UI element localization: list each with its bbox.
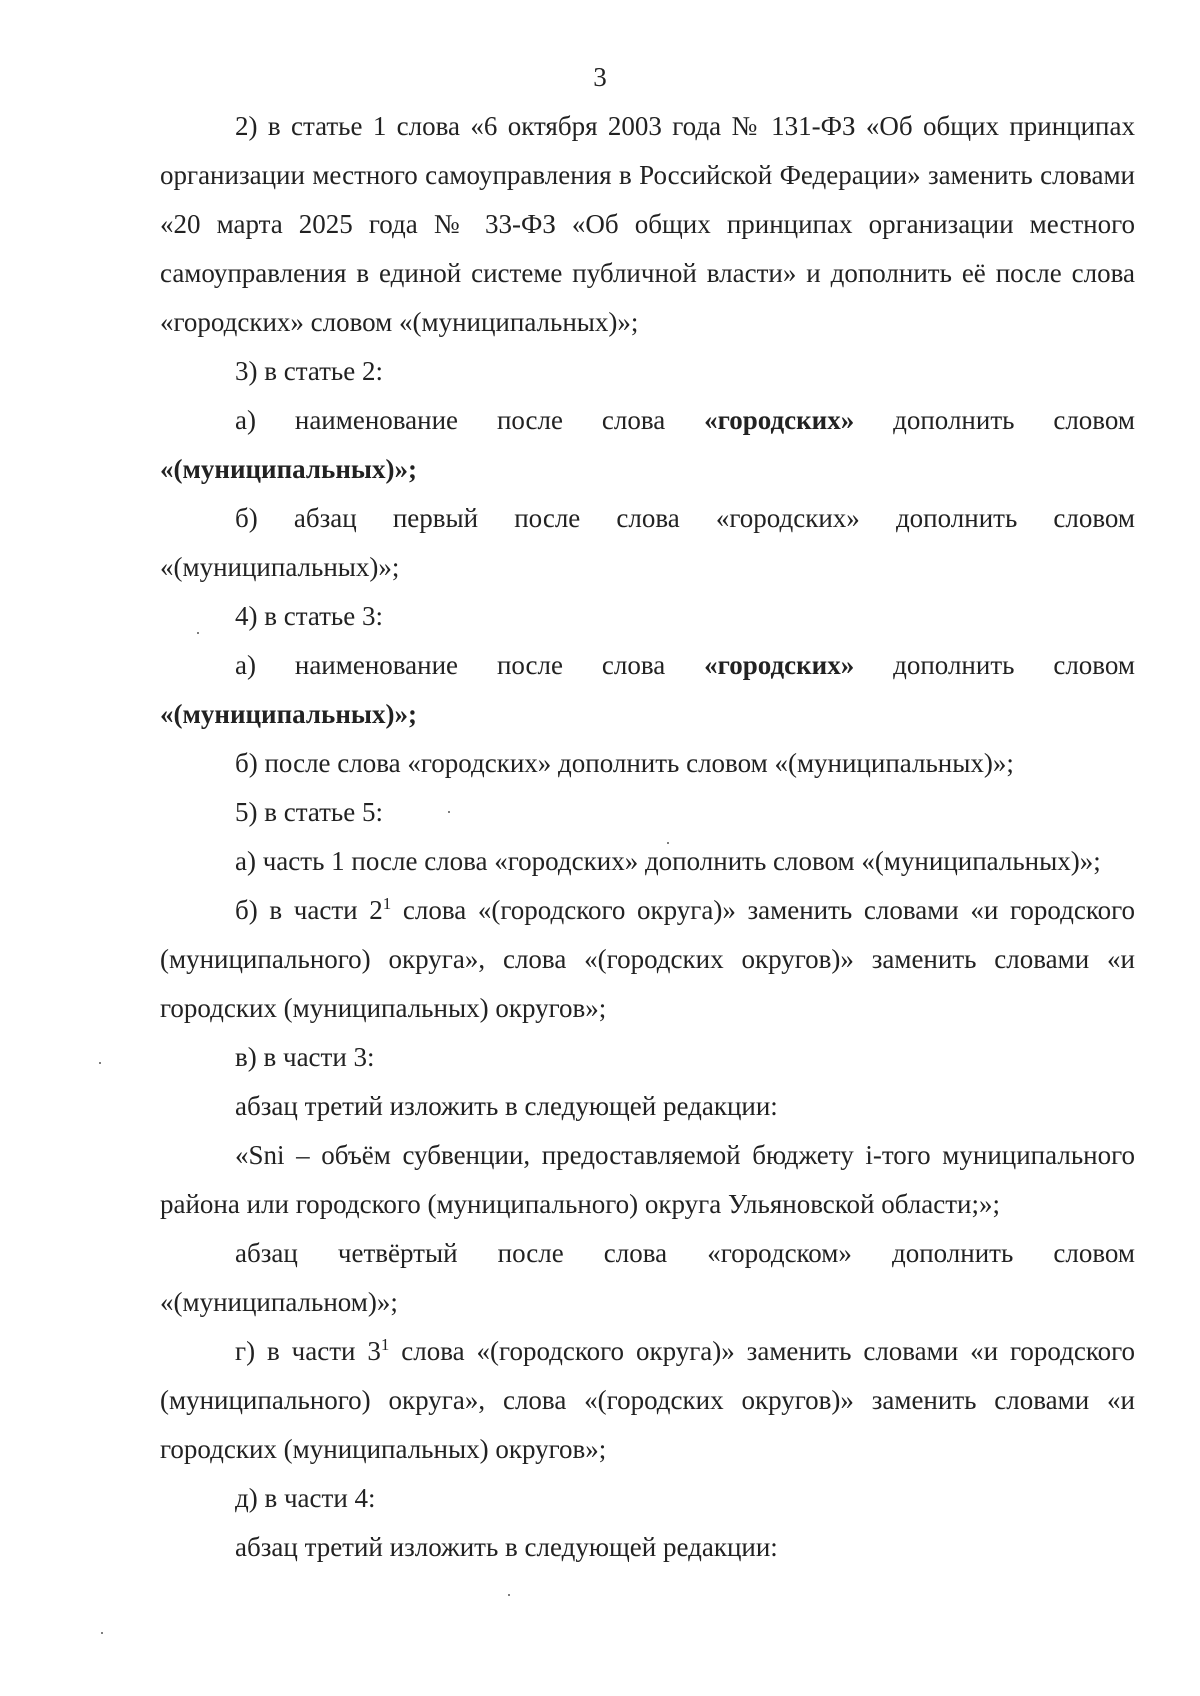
scan-speck [99, 1062, 101, 1064]
text-segment: слова «(городского округа)» заменить словами «и городского (муниципального) округа», слова «(городских округов)» заменить словами «и городских (муниципальных) округов»; [160, 1336, 1135, 1464]
paragraph-item-3a-line [160, 396, 1135, 445]
scan-speck [101, 1632, 103, 1634]
word: наименование [294, 405, 459, 435]
word: абзац [293, 503, 357, 533]
word: словом [1053, 503, 1135, 533]
word: б) [235, 503, 258, 533]
paragraph-item-5b [160, 886, 1135, 1033]
scan-speck [197, 632, 199, 634]
word: словом [1053, 650, 1135, 680]
paragraph-item-5d: д) в части 4: [235, 1483, 376, 1513]
word: наименование [294, 650, 459, 680]
word: словом [1053, 405, 1135, 435]
paragraph-item-4a-line [160, 641, 1135, 690]
word: слова [616, 503, 680, 533]
word: дополнить [891, 1238, 1014, 1268]
paragraph-item-3b-continuation: «(муниципальных)»; [160, 552, 400, 582]
text-segment: б) в части 2 [235, 895, 383, 925]
word: «городском» [707, 1238, 852, 1268]
word: дополнить [893, 405, 1015, 435]
word: а) [235, 405, 256, 435]
paragraph-item-5g [160, 1327, 1135, 1474]
word-bold: «городских» [704, 650, 855, 680]
text-segment: слова «(городского округа)» заменить словами «и городского (муниципального) округа», слова «(городских округов)» заменить словами «и городских (муниципальных) округов»; [160, 895, 1135, 1023]
word: дополнить [893, 650, 1015, 680]
paragraph-item-5d-1: абзац третий изложить в следующей редакции: [235, 1532, 778, 1562]
paragraph-item-3b-line [160, 494, 1135, 543]
word: после [496, 405, 564, 435]
word: слова [601, 650, 666, 680]
word: после [514, 503, 581, 533]
word: словом [1053, 1238, 1135, 1268]
text-segment: г) в части 3 [235, 1336, 381, 1366]
paragraph-item-4: 4) в статье 3: [235, 601, 383, 631]
word-bold: «городских» [704, 405, 855, 435]
paragraph-item-5: 5) в статье 5: [235, 797, 383, 827]
word: а) [235, 650, 256, 680]
word: слова [603, 1238, 668, 1268]
superscript: 1 [380, 1335, 390, 1354]
paragraph-item-5v-3-line [160, 1229, 1135, 1278]
paragraph-item-4b: б) после слова «городских» дополнить словом «(муниципальных)»; [235, 748, 1014, 778]
page-number: 3 [593, 62, 607, 92]
word: слова [601, 405, 666, 435]
word: абзац [235, 1238, 298, 1268]
scan-speck [667, 842, 669, 844]
document-body [160, 102, 1135, 1572]
paragraph-item-3: 3) в статье 2: [235, 356, 383, 386]
paragraph-item-5v-2: «Sni – объём субвенции, предоставляемой бюджету i-того муниципального района или городского (муниципального) округа Ульяновской области;»; [160, 1140, 1135, 1219]
paragraph-item-5v: в) в части 3: [235, 1042, 375, 1072]
superscript: 1 [382, 894, 392, 913]
paragraph-item-5v-1: абзац третий изложить в следующей редакции: [235, 1091, 778, 1121]
word: «городских» [715, 503, 860, 533]
word: первый [392, 503, 479, 533]
word: после [496, 650, 564, 680]
paragraph-item-5a: а) часть 1 после слова «городских» дополнить словом «(муниципальных)»; [235, 846, 1101, 876]
word: после [497, 1238, 564, 1268]
paragraph-item-5v-3-continuation: «(муниципальном)»; [160, 1287, 398, 1317]
word: четвёртый [337, 1238, 458, 1268]
scan-speck [448, 811, 450, 813]
paragraph-item-4a-continuation: «(муниципальных)»; [160, 699, 417, 729]
paragraph-item-2: 2) в статье 1 слова «6 октября 2003 года № 131-ФЗ «Об общих принципах организации местного самоуправления в Российской Федерации» заменить словами «20 марта 2025 года № 33-ФЗ «Об общих принципах организации местного самоуправления в единой системе публичной власти» и дополнить её после слова «городских» словом «(муниципальных)»; [160, 111, 1135, 337]
paragraph-item-3a-continuation: «(муниципальных)»; [160, 454, 417, 484]
scan-speck [508, 1594, 510, 1596]
word: дополнить [895, 503, 1018, 533]
